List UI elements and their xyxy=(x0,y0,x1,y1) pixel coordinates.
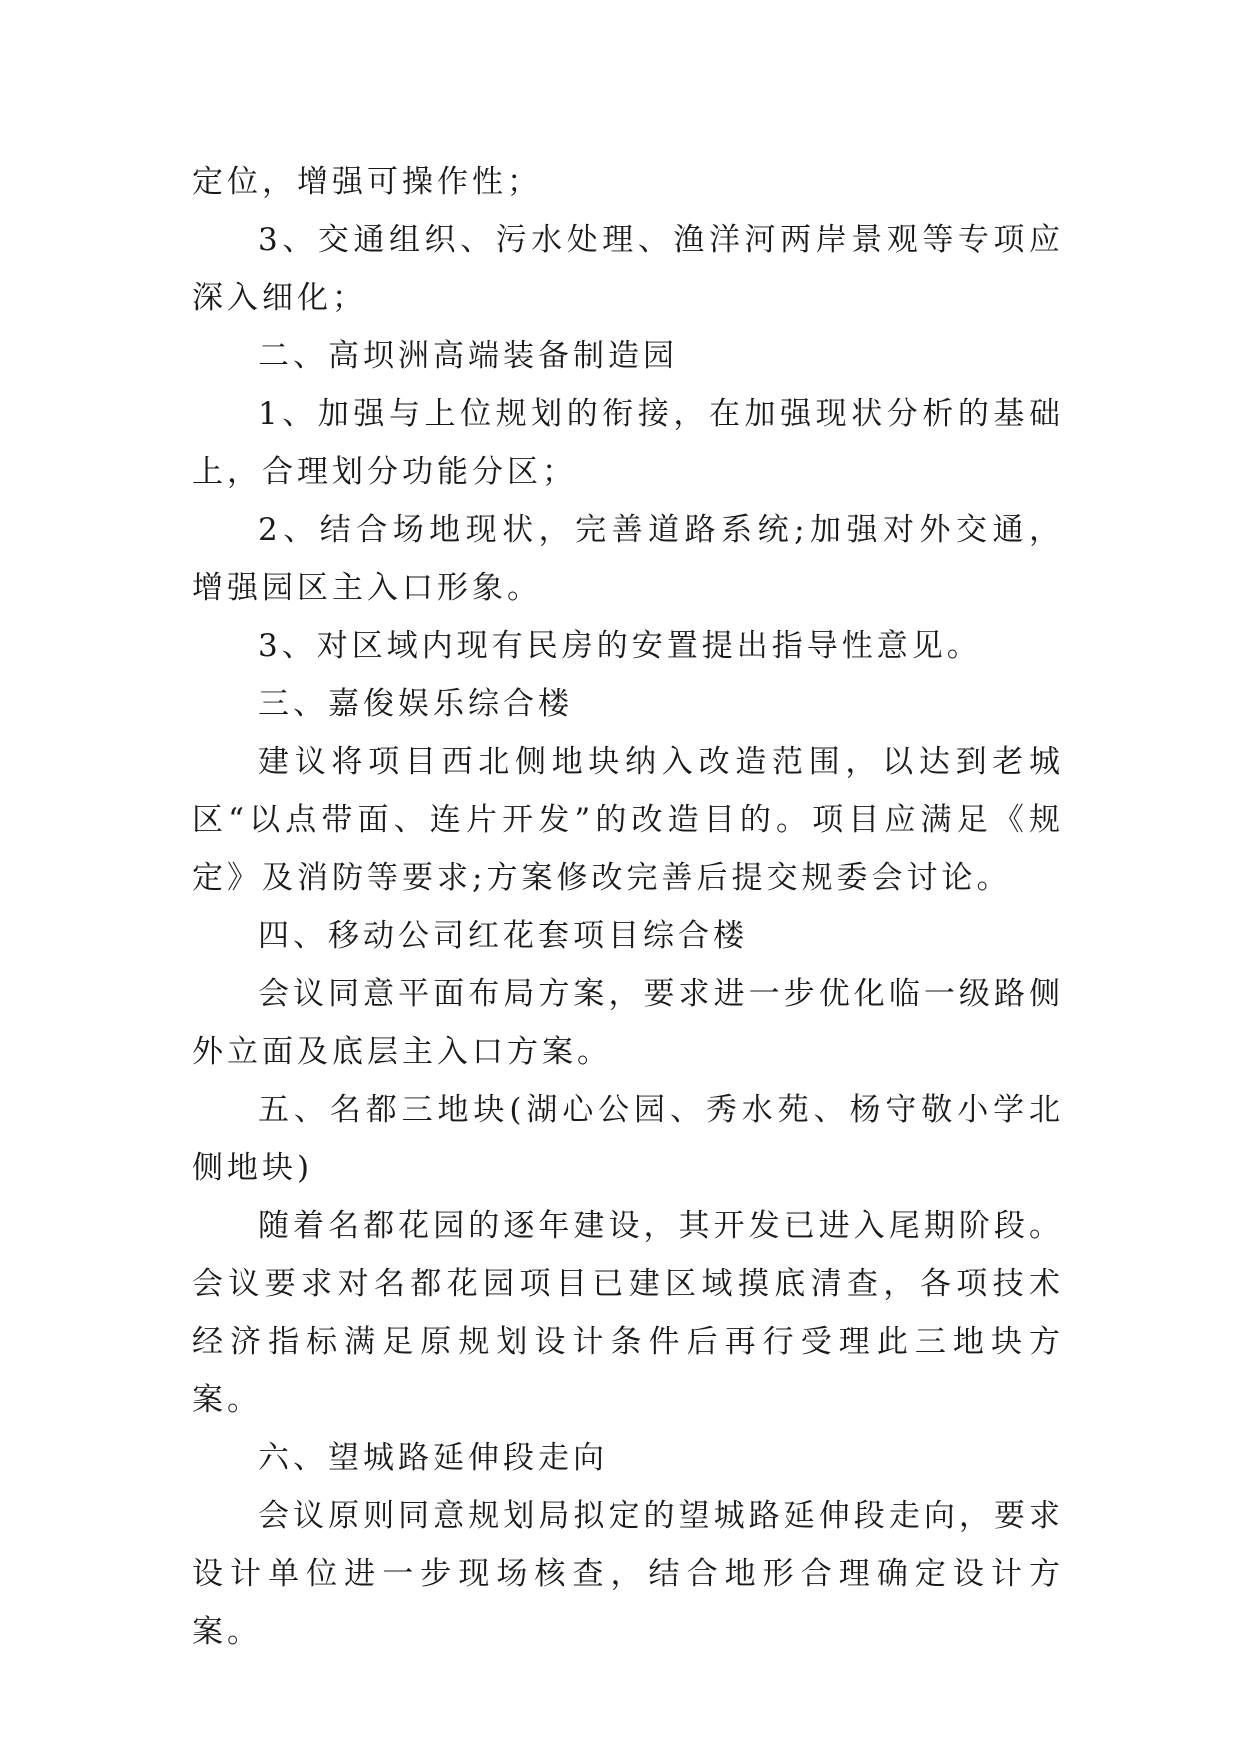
section-heading-5: 五、名都三地块(湖心公园、秀水苑、杨守敬小学北侧地块) xyxy=(192,1092,1064,1186)
section-heading-4: 四、移动公司红花套项目综合楼 xyxy=(258,918,748,954)
section-heading-2: 二、高坝洲高端装备制造园 xyxy=(258,338,678,374)
document-body xyxy=(192,153,1064,1661)
paragraph-14: 会议原则同意规划局拟定的望城路延伸段走向，要求设计单位进一步现场核查，结合地形合理确定设计方案。 xyxy=(192,1498,1064,1650)
paragraph-2: 3、交通组织、污水处理、渔洋河两岸景观等专项应深入细化； xyxy=(192,222,1064,316)
paragraph-10: 会议同意平面布局方案，要求进一步优化临一级路侧外立面及底层主入口方案。 xyxy=(192,976,1064,1070)
paragraph-5: 2、结合场地现状，完善道路系统;加强对外交通，增强园区主入口形象。 xyxy=(192,512,1064,606)
paragraph-12: 随着名都花园的逐年建设，其开发已进入尾期阶段。会议要求对名都花园项目已建区域摸底清查，各项技术经济指标满足原规划设计条件后再行受理此三地块方案。 xyxy=(192,1208,1064,1418)
section-heading-3: 三、嘉俊娱乐综合楼 xyxy=(258,686,573,722)
section-heading-6: 六、望城路延伸段走向 xyxy=(258,1440,608,1476)
paragraph-8: 建议将项目西北侧地块纳入改造范围，以达到老城区“以点带面、连片开发”的改造目的。项目应满足《规定》及消防等要求;方案修改完善后提交规委会讨论。 xyxy=(192,744,1064,896)
paragraph-1: 定位，增强可操作性； xyxy=(192,164,542,200)
paragraph-4: 1、加强与上位规划的衔接，在加强现状分析的基础上，合理划分功能分区； xyxy=(192,396,1064,490)
paragraph-6: 3、对区域内现有民房的安置提出指导性意见。 xyxy=(258,628,982,664)
